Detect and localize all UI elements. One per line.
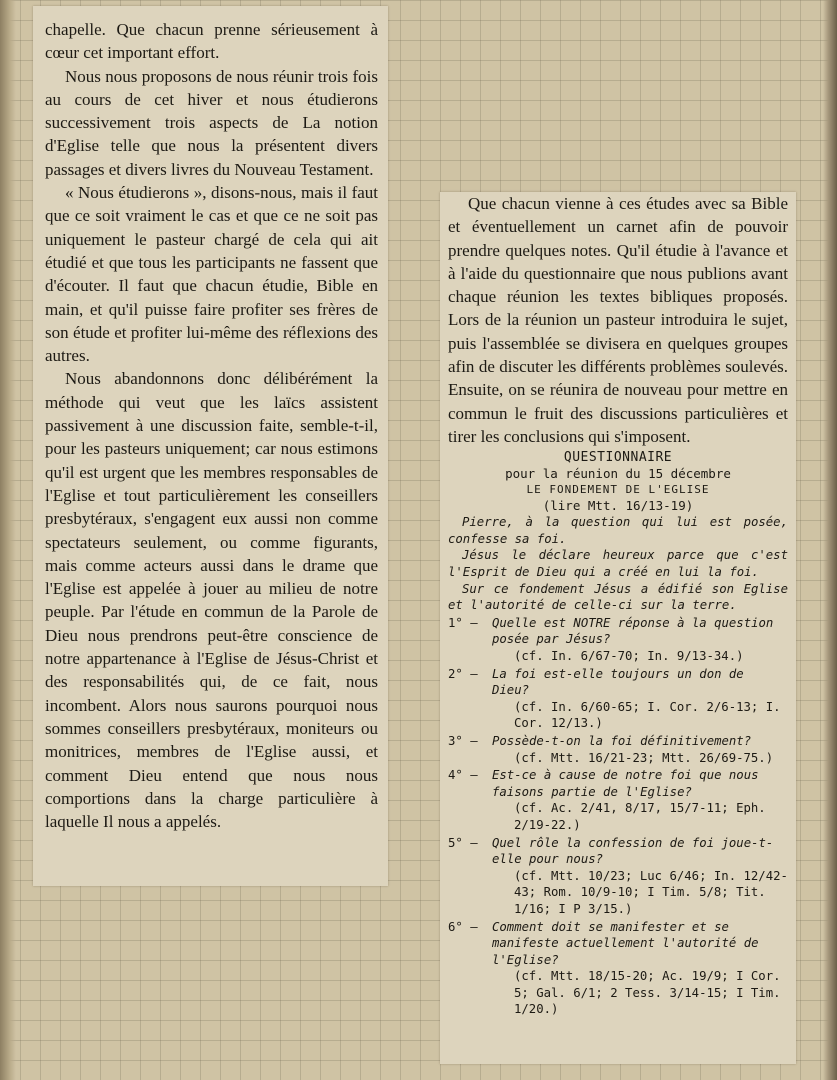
questionnaire-reading: (lire Mtt. 16/13-19) [542, 498, 694, 514]
paragraph-1: chapelle. Que chacun prenne sérieusement à cœur cet important effort. [45, 20, 378, 63]
question-item [448, 919, 788, 1019]
paragraph-4: Nous abandonnons donc délibérément la méthode qui veut que les laïcs assistent passivement à une discussion faite, semble-t-il, pour les pasteurs uniquement; car nous estimons qu'il est urgent que les membres responsables de l'Eglise et tout particulièrement les conseillers presbytéraux, s'engagent eux aussi non comme spectateurs seulement, ou comme figurants, mais comme acteurs aussi dans le drame que l'Eglise est appelée à jouer au milieu de notre peuple. Par l'étude en commun de la Parole de Dieu nous prendrons peut-être conscience de notre appartenance à l'Eglise de Jésus-Christ et des responsabilités qui, de ce fait, nous incombent. Alors nous saurons pourquoi nous sommes conseillers presbytéraux, moniteurs ou monitrices, membres de l'Eglise aussi, et comment Dieu entend que nous nous comportions dans la charge particulière à laquelle Il nous a appelés. [45, 369, 378, 832]
question-text: Est-ce à cause de notre foi que nous faisons partie de l'Eglise? [492, 768, 759, 799]
question-item [448, 666, 788, 732]
question-references: (cf. Mtt. 18/15-20; Ac. 19/9; I Cor. 5; Gal. 6/1; 2 Tess. 3/14-15; I Tim. 1/20.) [514, 969, 781, 1017]
question-text: Quelle est NOTRE réponse à la question posée par Jésus? [492, 615, 774, 647]
question-text: Comment doit se manifester et se manifeste actuellement l'autorité de l'Eglise? [492, 919, 759, 967]
question-number: 2° — [448, 666, 478, 681]
questionnaire-intro: Pierre, à la question qui lui est posée, confesse sa foi. [448, 515, 788, 546]
questionnaire-intro: Sur ce fondement Jésus a édifié son Eglise et l'autorité de celle-ci sur la terre. [448, 581, 788, 613]
question-text: Possède-t-on la foi définitivement? [492, 733, 752, 748]
questionnaire-intro: Jésus le déclare heureux parce que c'est l'Esprit de Dieu qui a créé en lui la foi. [448, 548, 788, 580]
questionnaire-theme: LE FONDEMENT DE L'EGLISE [526, 483, 710, 497]
question-references: (cf. Ac. 2/41, 8/17, 15/7-11; Eph. 2/19-22.) [514, 801, 766, 832]
paragraph-3: « Nous étudierons », disons-nous, mais il faut que ce soit vraiment le cas et que ce ne soit pas uniquement le pasteur chargé de cela qui ait étudié et que tous les participants ne fassent que d'écouter. Il faut que chacun étudie, Bible en main, et qu'il puisse faire profiter ses frères de son étude et profiter lui-même des réflexions des autres. [45, 183, 378, 366]
question-text: La foi est-elle toujours un don de Dieu? [492, 666, 744, 698]
questionnaire-title: QUESTIONNAIRE [563, 450, 673, 466]
paragraph-right: Que chacun vienne à ces études avec sa Bible et éventuellement un carnet afin de pouvoir prendre quelques notes. Qu'il étudie à l'avance et à l'aide du questionnaire que nous publions avant chaque réunion les textes bibliques proposés. Lors de la réunion un pasteur introduira le sujet, puis l'assemblée se divisera en quelques groupes afin de discuter les différents problèmes soulevés. Ensuite, on se réunira de nouveau pour mettre en commun le fruit des discussions particulières et tirer les conclusions qui s'imposent. [448, 194, 788, 446]
question-item [448, 733, 788, 766]
notebook-right-edge [823, 0, 837, 1080]
question-number: 4° — [448, 768, 478, 783]
question-number: 6° — [448, 919, 478, 934]
questionnaire-date: pour la réunion du 15 décembre [505, 466, 731, 482]
question-references: (cf. In. 6/67-70; In. 9/13-34.) [514, 649, 744, 664]
question-references: (cf. Mtt. 16/21-23; Mtt. 26/69-75.) [514, 750, 774, 765]
question-item [448, 615, 788, 665]
notebook-left-edge [0, 0, 16, 1080]
question-number: 3° — [448, 733, 478, 748]
paragraph-2: Nous nous proposons de nous réunir trois fois au cours de cet hiver et nous étudierons successivement trois aspects de La notion d'Eglise telle que nous la présentent divers passages et divers livres du Nouveau Testament. [45, 66, 378, 179]
question-references: (cf. Mtt. 10/23; Luc 6/46; In. 12/42-43; Rom. 10/9-10; I Tim. 5/8; Tit. 1/16; I P 3/15.) [514, 868, 788, 916]
newspaper-clipping-right [440, 192, 796, 1064]
newspaper-clipping-left [33, 6, 388, 886]
question-item [448, 835, 788, 918]
question-item [448, 767, 788, 833]
question-text: Quel rôle la confession de foi joue-t-elle pour nous? [492, 835, 774, 867]
question-number: 1° — [448, 615, 478, 630]
question-number: 5° — [448, 835, 478, 850]
questionnaire [448, 450, 788, 1018]
question-references: (cf. In. 6/60-65; I. Cor. 2/6-13; I. Cor. 12/13.) [514, 699, 781, 731]
